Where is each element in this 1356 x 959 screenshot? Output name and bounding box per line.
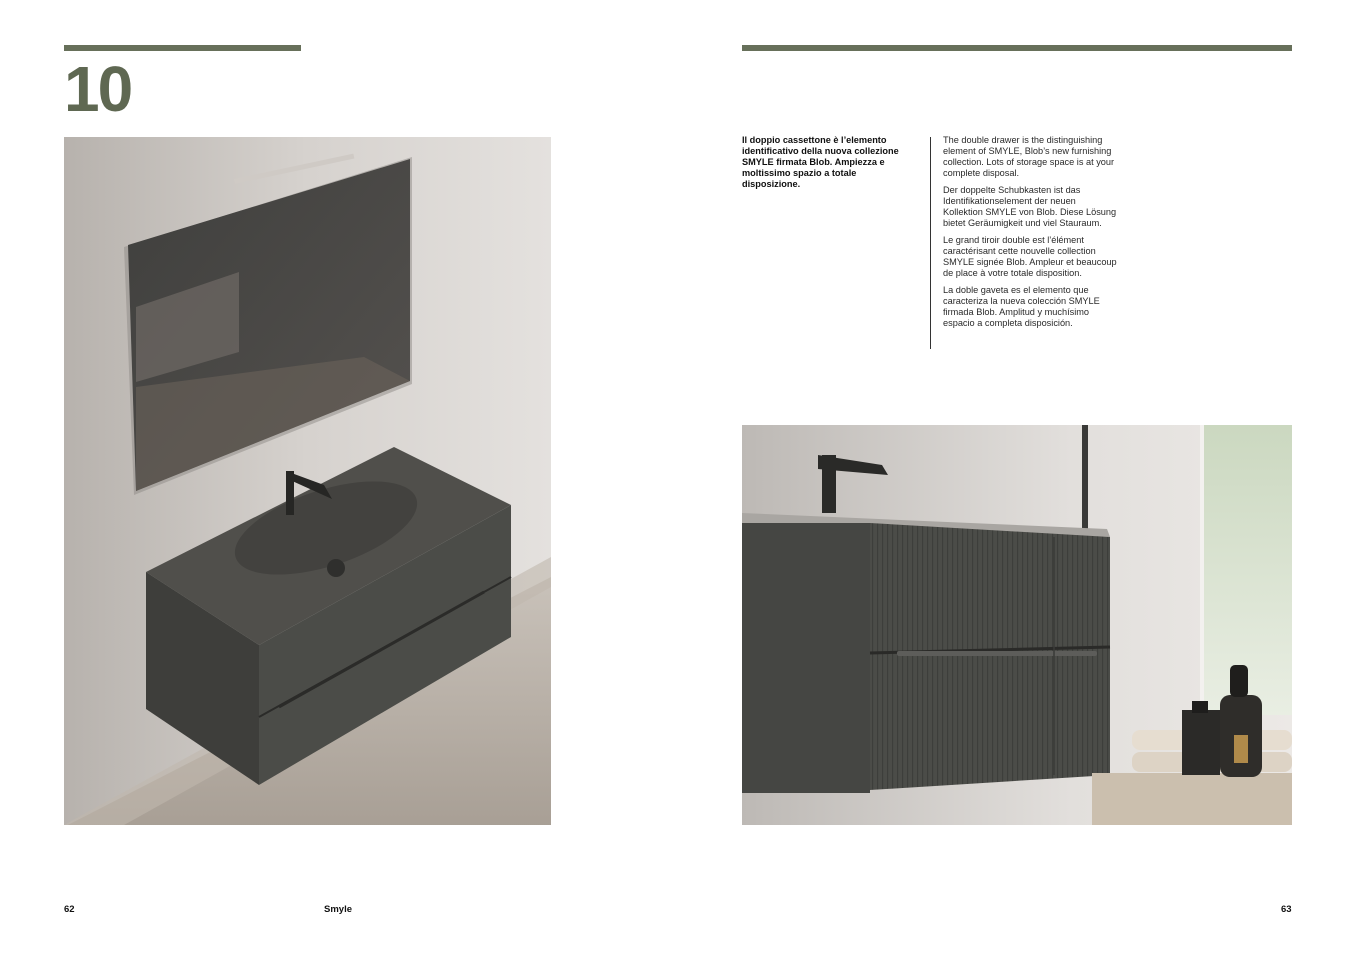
translations-column xyxy=(943,135,1118,335)
left-accent-bar xyxy=(64,45,301,51)
collection-name: Smyle xyxy=(324,904,352,915)
translation-de: Der doppelte Schubkasten ist das Identifikationselement der neuen Kollektion SMYLE von Blob. Diese Lösung bietet Geräumigkeit und viel Stauraum. xyxy=(943,185,1117,228)
drawer-detail-photo xyxy=(742,425,1292,825)
vanity-mirror-photo xyxy=(64,137,551,825)
right-accent-bar xyxy=(742,45,1292,51)
translation-es: La doble gaveta es el elemento que caracteriza la nueva colección SMYLE firmada Blob. Amplitud y muchísimo espacio a completa disposición. xyxy=(943,285,1100,328)
translation-fr: Le grand tiroir double est l’élément caractérisant cette nouvelle collection SMYLE signée Blob. Ampleur et beaucoup de place à votre totale disposition. xyxy=(943,235,1117,278)
right-page-number: 63 xyxy=(1281,904,1292,915)
translation-en: The double drawer is the distinguishing element of SMYLE, Blob’s new furnishing collection. Lots of storage space is at your complete disposal. xyxy=(943,135,1115,178)
text-divider xyxy=(930,137,931,349)
intro-italian: Il doppio cassettone è l’elemento identificativo della nuova collezione SMYLE firmata Blob. Ampiezza e moltissimo spazio a totale disposizione. xyxy=(742,135,899,189)
left-page-number: 62 xyxy=(64,904,75,915)
section-number: 10 xyxy=(64,53,132,125)
